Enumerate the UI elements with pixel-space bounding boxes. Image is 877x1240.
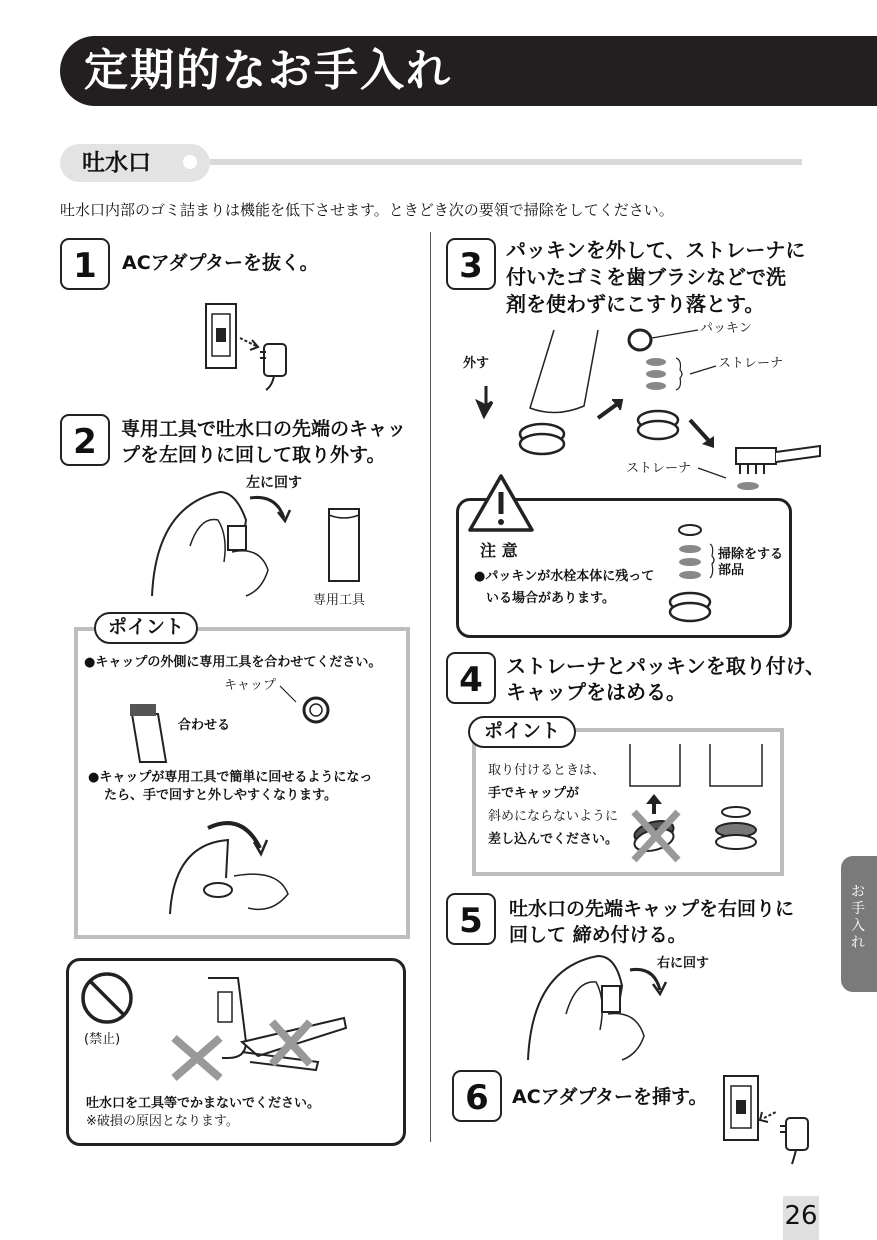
point-2-line3: 斜めにならないように (488, 809, 619, 824)
side-tab-label: お手入れ (851, 884, 865, 951)
unplug-adapter-illustration (200, 300, 300, 392)
step-3-number: 3 (446, 238, 496, 290)
cap-label: キャップ (224, 678, 277, 693)
step-4-text-line1: ストレーナとパッキンを取り付け、 (506, 654, 825, 678)
caution-text-line1: ●パッキンが水栓本体に残って (474, 569, 655, 584)
step-4-text-line2: キャップをはめる。 (506, 680, 686, 704)
dedicated-tool-illustration (325, 505, 365, 585)
tighten-cap-illustration (526, 950, 676, 1064)
prohibit-label: (禁止) (84, 1032, 121, 1047)
plug-adapter-illustration (720, 1072, 820, 1164)
step-5-text-line2: 回して 締め付ける。 (509, 924, 687, 946)
step-1-text: ACアダプターを抜く。 (122, 252, 319, 274)
turn-left-label: 左に回す (246, 475, 302, 491)
point-tag-2: ポイント (468, 716, 576, 748)
install-cap-illustration (620, 742, 770, 866)
cleaning-parts-label-line1: 掃除をする (718, 547, 784, 562)
section-title: 吐水口 (82, 150, 151, 176)
step-2-text-line1: 専用工具で吐水口の先端のキャッ (121, 418, 407, 440)
intro-text: 吐水口内部のゴミ詰まりは機能を低下させます。ときどき次の要領で掃除をしてください。 (60, 201, 674, 219)
step-6-text: ACアダプターを挿す。 (512, 1086, 708, 1108)
step-3-text-line2: 付いたゴミを歯ブラシなどで洗 (506, 265, 786, 289)
point-2-line2: 手でキャップが (488, 786, 580, 801)
remove-cap-illustration (150, 486, 300, 602)
section-dot (183, 155, 197, 169)
step-5-number: 5 (446, 893, 496, 945)
dedicated-tool-label: 専用工具 (313, 593, 366, 608)
step-1-number: 1 (60, 238, 110, 290)
point-1-bullet2-line2: たら、手で回すと外しやすくなります。 (104, 788, 337, 803)
step-2-number: 2 (60, 414, 110, 466)
point-1-bullet1: ●キャップの外側に専用工具を合わせてください。 (84, 655, 382, 670)
cleaning-parts-illustration (666, 520, 726, 626)
point-2-line4: 差し込んでください。 (488, 832, 619, 847)
point-2-line1: 取り付けるときは、 (488, 763, 606, 778)
caution-text-line2: いる場合があります。 (486, 591, 615, 606)
page-title: 定期的なお手入れ (84, 45, 452, 96)
caution-title: 注 意 (480, 541, 518, 560)
point-tag-1: ポイント (94, 612, 198, 644)
remove-label: 外す (463, 356, 490, 371)
caution-icon (466, 472, 536, 536)
prohibited-icon (80, 971, 134, 1025)
prohibit-text: 吐水口を工具等でかまないでください。 (86, 1096, 321, 1111)
no-pliers-illustration (168, 972, 354, 1084)
step-3-text-line1: パッキンを外して、ストレーナに (506, 238, 806, 262)
packing-label: パッキン (700, 321, 752, 336)
step-6-number: 6 (452, 1070, 502, 1122)
page-number: 26 (783, 1196, 819, 1240)
step-4-number: 4 (446, 652, 496, 704)
hand-turn-illustration (168, 818, 298, 918)
cleaning-parts-label-line2: 部品 (718, 563, 745, 578)
step-3-text-line3: 剤を使わずにこすり落とす。 (506, 292, 765, 316)
fit-label: 合わせる (178, 718, 231, 733)
strainer-label-2: ストレーナ (626, 461, 692, 476)
section-rule (210, 159, 802, 165)
point-1-bullet2-line1: ●キャップが専用工具で簡単に回せるようになっ (88, 770, 373, 785)
step-5-text-line1: 吐水口の先端キャップを右回りに (509, 898, 795, 920)
strainer-label: ストレーナ (718, 356, 784, 371)
prohibit-note: ※破損の原因となります。 (86, 1114, 239, 1129)
turn-right-label: 右に回す (657, 956, 710, 971)
column-divider (430, 232, 431, 1142)
step-2-text-line2: プを左回りに回して取り外す。 (121, 444, 386, 466)
